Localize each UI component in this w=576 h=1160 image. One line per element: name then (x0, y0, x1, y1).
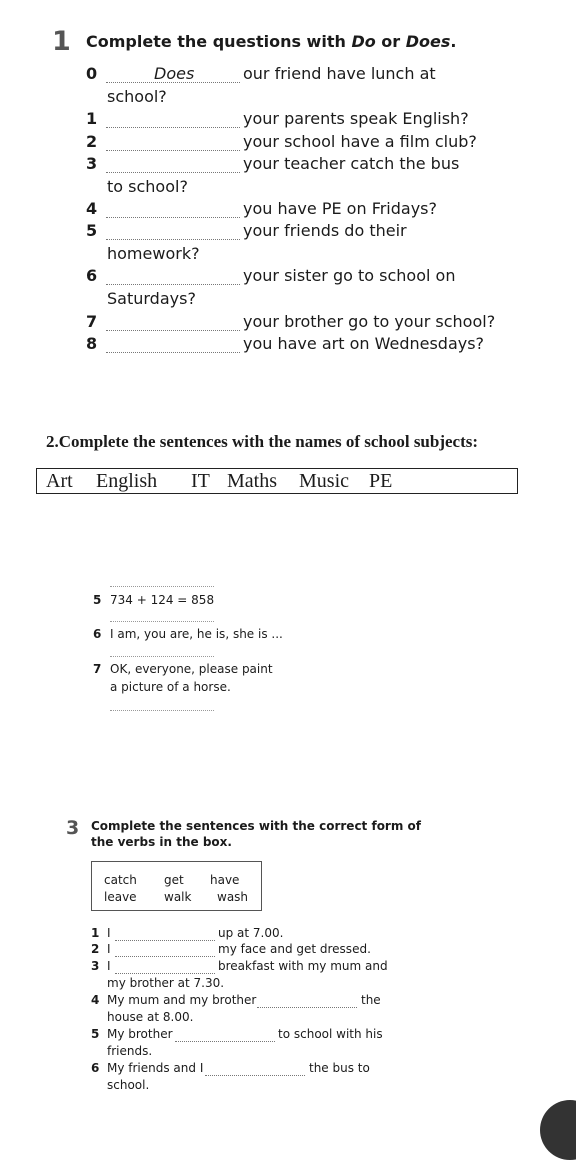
answer-blank[interactable] (115, 956, 215, 957)
item-number: 4 (91, 993, 100, 1007)
answer-blank[interactable] (106, 217, 240, 218)
item-text: your teacher catch the bus (243, 154, 460, 173)
item-number: 4 (86, 199, 98, 218)
exercise-1-number: 1 (52, 26, 71, 57)
item-number: 2 (86, 132, 98, 151)
item-number: 7 (86, 312, 98, 331)
answer-blank[interactable] (106, 284, 240, 285)
subject-word: PE (369, 470, 393, 492)
item-number: 3 (91, 959, 100, 973)
item-text: your friends do their (243, 221, 407, 240)
answer-blank[interactable] (175, 1041, 275, 1042)
item-text: the bus to (309, 1061, 370, 1075)
item-number: 6 (93, 627, 102, 641)
exercise-3-number: 3 (66, 817, 80, 839)
item-subject: My mum and my brother (107, 993, 257, 1007)
item-text: the (361, 993, 381, 1007)
title-end: . (450, 32, 457, 51)
item-number: 0 (86, 64, 98, 83)
item-text-cont: to school? (107, 177, 188, 196)
item-subject: I (107, 942, 111, 956)
verb-word: walk (164, 890, 192, 904)
answer-blank[interactable] (115, 940, 215, 941)
item-text-cont: a picture of a horse. (110, 680, 231, 694)
item-text: to school with his (278, 1027, 383, 1041)
item-number: 6 (86, 266, 98, 285)
answer-blank[interactable] (106, 127, 240, 128)
item-number: 6 (91, 1061, 100, 1075)
item-number: 8 (86, 334, 98, 353)
item-text: your sister go to school on (243, 266, 456, 285)
verb-word: have (210, 873, 240, 887)
item-subject: I (107, 926, 111, 940)
item-text: up at 7.00. (218, 926, 284, 940)
subject-word: Maths (227, 470, 277, 492)
exercise-3-title-line1: Complete the sentences with the correct form of (91, 819, 421, 833)
item-text: I am, you are, he is, she is ... (110, 627, 283, 641)
item-number: 3 (86, 154, 98, 173)
item-text-cont: my brother at 7.30. (107, 976, 225, 990)
item-text: OK, everyone, please paint (110, 662, 273, 676)
subject-word: Art (46, 470, 73, 492)
answer-blank[interactable] (257, 1007, 357, 1008)
title-do: Do (351, 32, 376, 51)
item-text-cont: Saturdays? (107, 289, 196, 308)
item-number: 5 (91, 1027, 100, 1041)
verbs-box (91, 861, 262, 911)
item-text: your school have a film club? (243, 132, 477, 151)
item-text-cont: house at 8.00. (107, 1010, 194, 1024)
corner-shadow (540, 1100, 576, 1160)
item-text-cont: homework? (107, 244, 200, 263)
subject-word: Music (299, 470, 349, 492)
answer-blank[interactable] (205, 1075, 305, 1076)
answer-blank[interactable] (106, 330, 240, 331)
subjects-box (36, 468, 518, 494)
item-number: 1 (86, 109, 98, 128)
exercise-1-title (86, 32, 456, 51)
exercise-3-title-line2: the verbs in the box. (91, 835, 232, 849)
example-answer: Does (154, 64, 195, 83)
answer-blank[interactable] (115, 973, 215, 974)
item-number: 1 (91, 926, 100, 940)
title-prefix: Complete the questions with (86, 32, 352, 51)
item-text: our friend have lunch at (243, 64, 436, 83)
answer-blank[interactable] (106, 172, 240, 173)
item-number: 7 (93, 662, 102, 676)
item-text-cont: school? (107, 87, 167, 106)
item-text: your brother go to your school? (243, 312, 496, 331)
item-text-cont: friends. (107, 1044, 153, 1058)
item-text: you have PE on Fridays? (243, 199, 438, 218)
exercise-2-title: 2.Complete the sentences with the names of school subjects: (46, 432, 479, 451)
verb-word: wash (217, 890, 249, 904)
item-subject: I (107, 959, 111, 973)
answer-blank[interactable] (110, 710, 214, 711)
verb-word: catch (104, 873, 137, 887)
verb-word: get (164, 873, 184, 887)
answer-blank[interactable] (106, 150, 240, 151)
subject-word: English (96, 470, 158, 492)
answer-blank[interactable] (110, 586, 214, 587)
item-number: 5 (93, 593, 102, 607)
answer-blank[interactable] (106, 239, 240, 240)
item-text: your parents speak English? (243, 109, 469, 128)
item-number: 2 (91, 942, 100, 956)
answer-blank[interactable] (106, 352, 240, 353)
title-or: or (375, 32, 406, 51)
answer-blank[interactable] (110, 656, 214, 657)
item-text-cont: school. (107, 1078, 150, 1092)
item-text: 734 + 124 = 858 (110, 593, 215, 607)
item-subject: My friends and I (107, 1061, 204, 1075)
item-text: you have art on Wednesdays? (243, 334, 485, 353)
item-subject: My brother (107, 1027, 173, 1041)
answer-blank[interactable] (110, 621, 214, 622)
answer-blank (106, 82, 240, 83)
verb-word: leave (104, 890, 137, 904)
item-text: my face and get dressed. (218, 942, 371, 956)
title-does: Does (405, 32, 451, 51)
item-number: 5 (86, 221, 98, 240)
item-text: breakfast with my mum and (218, 959, 388, 973)
subject-word: IT (191, 470, 210, 492)
